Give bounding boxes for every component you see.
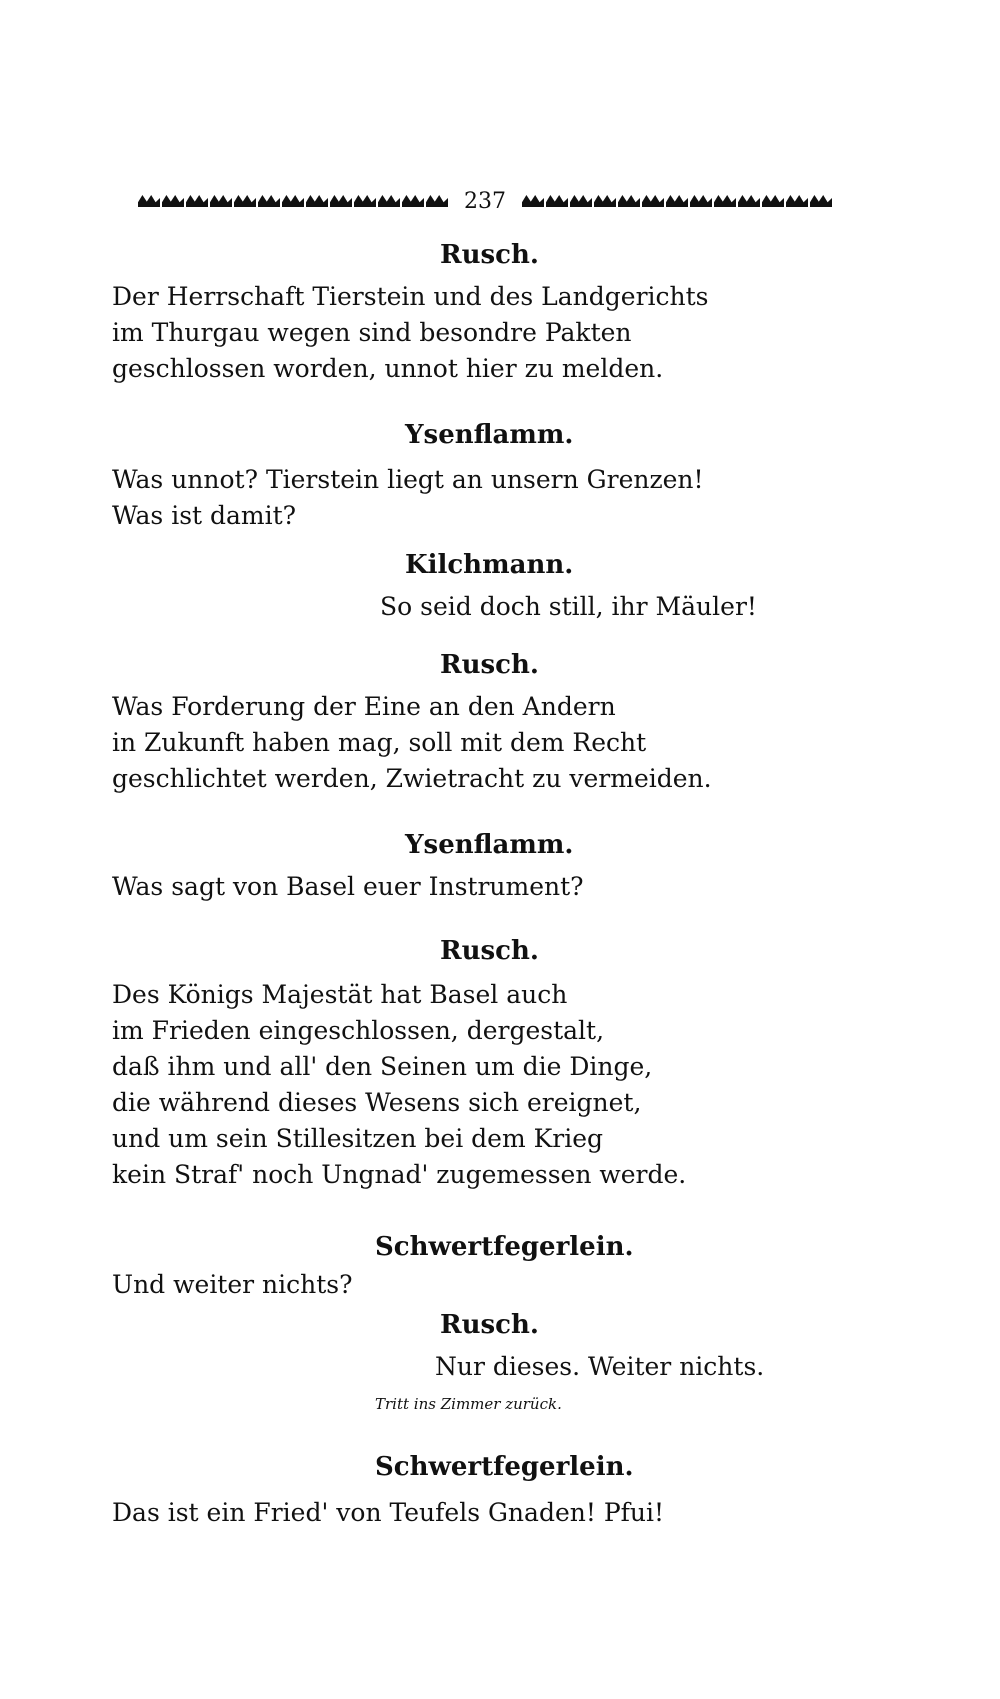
page-header — [110, 186, 860, 216]
verse-line: Das ist ein Fried' von Teufels Gnaden! Pfui! — [112, 1498, 665, 1527]
verse-line: Und weiter nichts? — [112, 1270, 353, 1299]
verse-line: daß ihm und all' den Seinen um die Dinge, — [112, 1052, 653, 1081]
verse-line: So seid doch still, ihr Mäuler! — [380, 592, 757, 621]
verse-line: geschlossen worden, unnot hier zu melden. — [112, 354, 664, 383]
speaker-name: Rusch. — [440, 936, 539, 966]
speaker-name: Ysenflamm. — [405, 830, 574, 860]
speaker-name: Ysenflamm. — [405, 420, 574, 450]
verse-line: in Zukunft haben mag, soll mit dem Recht — [112, 728, 647, 757]
left-ornament-rule — [138, 195, 448, 207]
speaker-name: Rusch. — [440, 1310, 539, 1340]
verse-line: Was sagt von Basel euer Instrument? — [112, 872, 584, 901]
speaker-name: Kilchmann. — [405, 550, 574, 580]
verse-line: Was ist damit? — [112, 501, 297, 530]
stage-direction: Tritt ins Zimmer zurück. — [375, 1395, 562, 1413]
verse-line: Was Forderung der Eine an den Andern — [112, 692, 616, 721]
verse-line: die während dieses Wesens sich ereignet, — [112, 1088, 642, 1117]
verse-line: und um sein Stillesitzen bei dem Krieg — [112, 1124, 604, 1153]
verse-line: Was unnot? Tierstein liegt an unsern Grenzen! — [112, 465, 704, 494]
verse-line: Des Königs Majestät hat Basel auch — [112, 980, 568, 1009]
speaker-name: Schwertfegerlein. — [375, 1452, 634, 1482]
verse-line: Nur dieses. Weiter nichts. — [435, 1352, 765, 1381]
verse-line: im Frieden eingeschlossen, dergestalt, — [112, 1016, 605, 1045]
speaker-name: Rusch. — [440, 240, 539, 270]
verse-line: kein Straf' noch Ungnad' zugemessen werde. — [112, 1160, 687, 1189]
page-number: 237 — [464, 188, 506, 214]
speaker-name: Rusch. — [440, 650, 539, 680]
right-ornament-rule — [522, 195, 832, 207]
speaker-name: Schwertfegerlein. — [375, 1232, 634, 1262]
verse-line: geschlichtet werden, Zwietracht zu vermeiden. — [112, 764, 712, 793]
verse-line: im Thurgau wegen sind besondre Pakten — [112, 318, 632, 347]
verse-line: Der Herrschaft Tierstein und des Landgerichts — [112, 282, 709, 311]
